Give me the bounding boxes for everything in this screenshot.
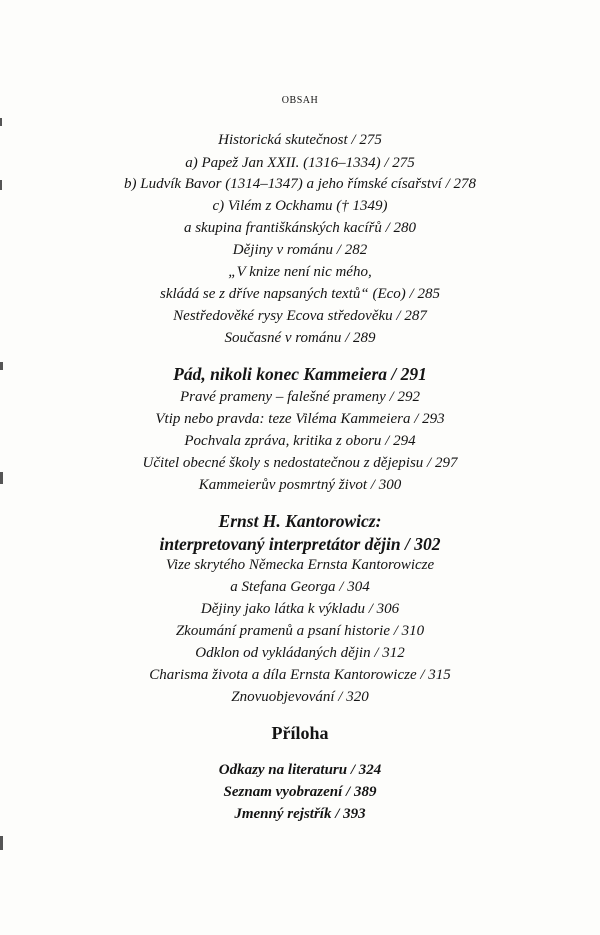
toc-entry: Současné v románu / 289 [224, 330, 376, 346]
toc-entry: a Stefana Georga / 304 [230, 579, 370, 595]
toc-entry: „V knize není nic mého, [228, 264, 372, 280]
appendix-entry: Seznam vyobrazení / 389 [223, 784, 377, 800]
page-header: OBSAH [281, 95, 319, 106]
toc-entry: Kammeierův posmrtný život / 300 [198, 477, 402, 493]
section-title-kantorowicz-line1: Ernst H. Kantorowicz: [218, 511, 382, 531]
appendix-title: Příloha [271, 723, 329, 743]
toc-entry: skládá se z dříve napsaných textů“ (Eco) / 285 [160, 286, 440, 302]
toc-entry: Charisma života a díla Ernsta Kantorowicze / 315 [149, 667, 451, 683]
toc-entry: a skupina františkánských kacířů / 280 [183, 220, 417, 236]
section-title-kantorowicz-line2: interpretovaný interpretátor dějin / 302 [159, 534, 441, 554]
toc-entry: Učitel obecné školy s nedostatečnou z dějepisu / 297 [142, 455, 458, 471]
toc-entry: Nestředověké rysy Ecova středověku / 287 [173, 308, 427, 324]
scan-mark [0, 180, 2, 190]
toc-entry: Historická skutečnost / 275 [218, 132, 382, 148]
toc-entry: b) Ludvík Bavor (1314–1347) a jeho římské císařství / 278 [123, 176, 477, 192]
toc-entry: c) Vilém z Ockhamu († 1349) [212, 198, 388, 214]
scan-mark [0, 472, 3, 484]
toc-entry: Dějiny v románu / 282 [232, 242, 368, 258]
toc-entry: Znovuobjevování / 320 [231, 689, 369, 705]
toc-entry: Pochvala zpráva, kritika z oboru / 294 [184, 433, 416, 449]
scan-mark [0, 362, 3, 370]
section-title-kammeier: Pád, nikoli konec Kammeiera / 291 [173, 364, 427, 384]
toc-entry: Pravé prameny – falešné prameny / 292 [180, 389, 420, 405]
toc-entry: a) Papež Jan XXII. (1316–1334) / 275 [185, 155, 415, 171]
toc-entry: Dějiny jako látka k výkladu / 306 [200, 601, 400, 617]
appendix-entry: Jmenný rejstřík / 393 [234, 806, 366, 822]
scan-mark [0, 836, 3, 850]
appendix-entry: Odkazy na literaturu / 324 [218, 762, 382, 778]
toc-entry: Odklon od vykládaných dějin / 312 [195, 645, 405, 661]
toc-entry: Vtip nebo pravda: teze Viléma Kammeiera / 293 [155, 411, 445, 427]
toc-entry: Vize skrytého Německa Ernsta Kantorowicze [165, 557, 435, 573]
scan-mark [0, 118, 2, 126]
toc-entry: Zkoumání pramenů a psaní historie / 310 [175, 623, 425, 639]
